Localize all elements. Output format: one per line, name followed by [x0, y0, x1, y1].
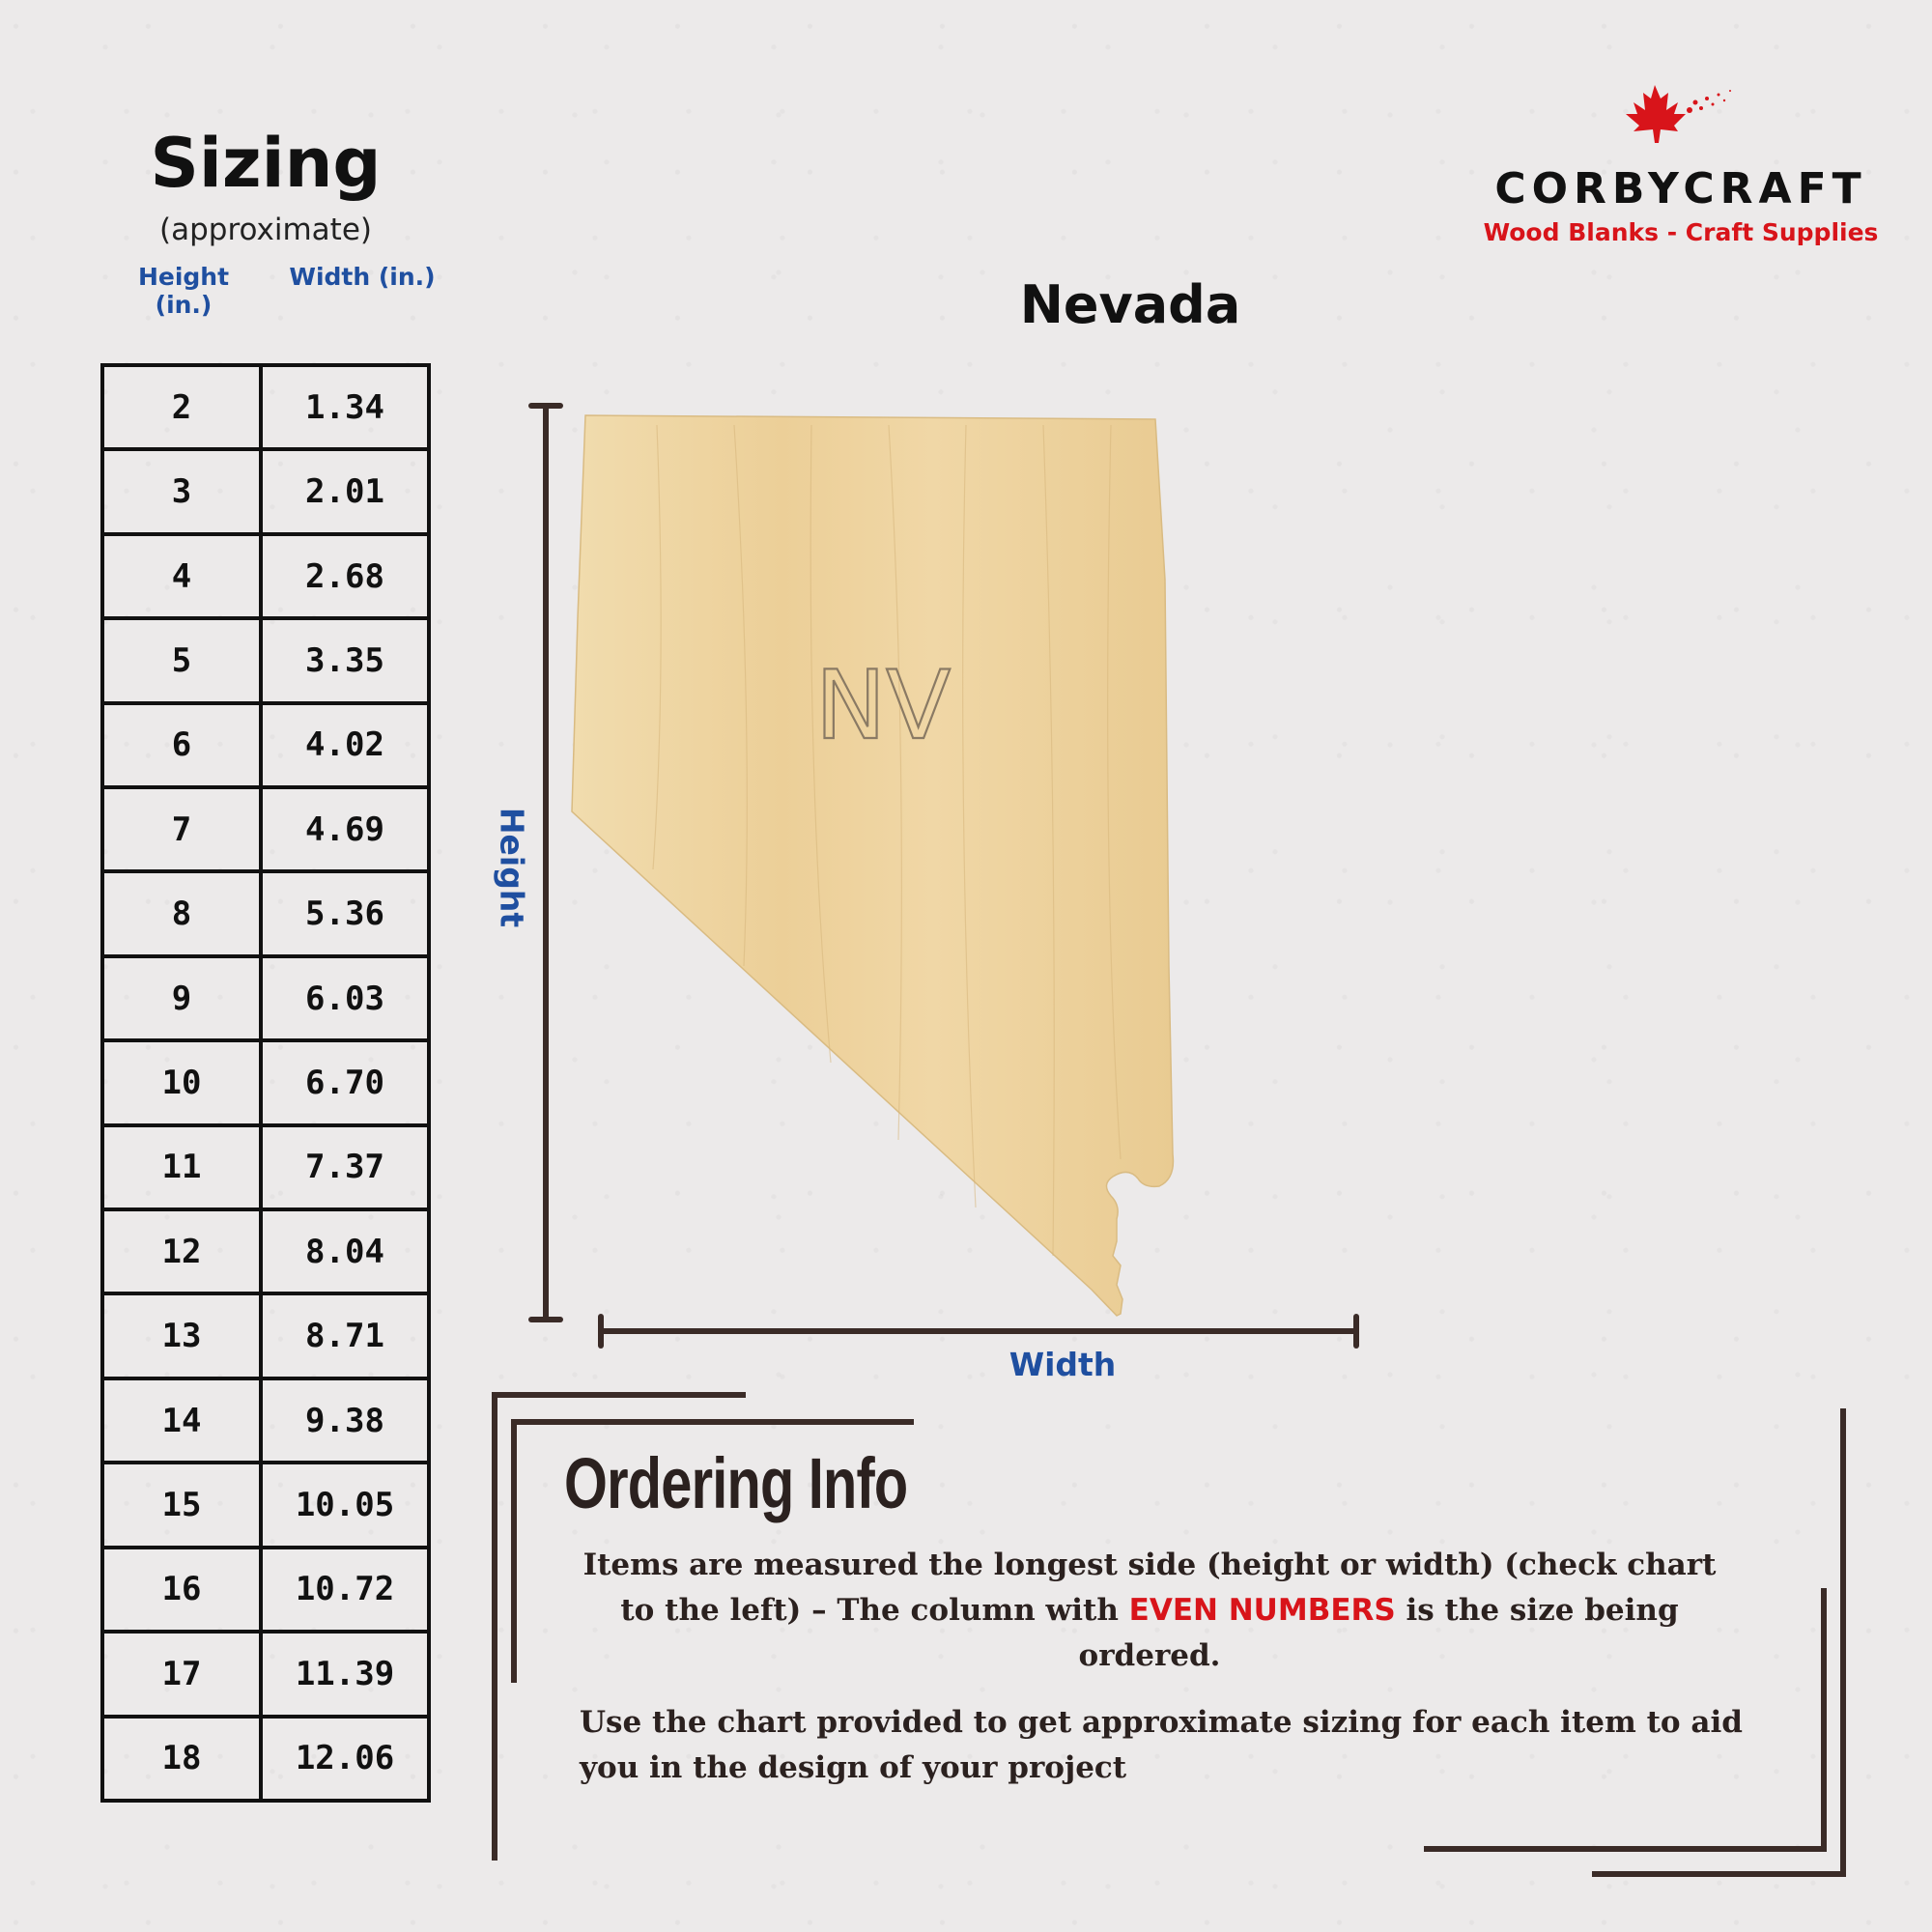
width-cell: 12.06	[261, 1717, 429, 1802]
width-cell: 2.68	[261, 534, 429, 618]
column-header-height: Height (in.)	[137, 263, 230, 319]
height-cell: 15	[102, 1463, 261, 1547]
height-cell: 11	[102, 1125, 261, 1209]
sizing-subtitle: (approximate)	[159, 213, 372, 247]
width-cell: 11.39	[261, 1632, 429, 1716]
width-cell: 8.71	[261, 1293, 429, 1378]
height-cell: 4	[102, 534, 261, 618]
nevada-wood-shape	[572, 415, 1173, 1316]
even-numbers-highlight: EVEN NUMBERS	[1128, 1593, 1396, 1628]
brand-name: CORBYCRAFT	[1494, 164, 1867, 213]
height-cell: 16	[102, 1548, 261, 1632]
height-cell: 10	[102, 1040, 261, 1124]
height-cell: 14	[102, 1378, 261, 1463]
height-cell: 6	[102, 703, 261, 787]
height-cell: 9	[102, 956, 261, 1040]
width-cell: 9.38	[261, 1378, 429, 1463]
sizing-title: Sizing	[150, 124, 382, 203]
ordering-info-p1-start: Items are measured the longest side (height or width) (check chart to the left) – The column with	[582, 1548, 1717, 1628]
height-cell: 2	[102, 365, 261, 449]
width-cell: 10.72	[261, 1548, 429, 1632]
height-cell: 13	[102, 1293, 261, 1378]
height-cell: 8	[102, 871, 261, 955]
width-cell: 3.35	[261, 618, 429, 702]
width-cell: 6.03	[261, 956, 429, 1040]
width-dimension-line	[601, 1317, 1356, 1346]
width-cell: 4.69	[261, 787, 429, 871]
nv-engraving-text: NV	[814, 651, 952, 761]
product-title: Nevada	[1019, 274, 1241, 335]
height-label-text: Height	[493, 807, 531, 928]
ordering-info-paragraph-1	[570, 1543, 1729, 1679]
width-cell: 7.37	[261, 1125, 429, 1209]
width-cell: 4.02	[261, 703, 429, 787]
ordering-info-p1-end: is the size being ordered.	[1078, 1593, 1679, 1673]
width-cell: 5.36	[261, 871, 429, 955]
height-cell: 3	[102, 449, 261, 533]
width-cell: 10.05	[261, 1463, 429, 1547]
height-cell: 5	[102, 618, 261, 702]
width-cell: 2.01	[261, 449, 429, 533]
width-cell: 6.70	[261, 1040, 429, 1124]
height-cell: 17	[102, 1632, 261, 1716]
width-label: Width	[1009, 1346, 1117, 1383]
ordering-info-paragraph-2: Use the chart provided to get approximate sizing for each item to aid you in the design of your project	[580, 1705, 1743, 1785]
width-cell: 1.34	[261, 365, 429, 449]
height-label	[473, 800, 551, 935]
brand-tagline: Wood Blanks - Craft Supplies	[1483, 218, 1879, 246]
column-header-width: Width (in.)	[289, 263, 436, 291]
height-cell: 18	[102, 1717, 261, 1802]
height-cell: 12	[102, 1209, 261, 1293]
width-cell: 8.04	[261, 1209, 429, 1293]
height-cell: 7	[102, 787, 261, 871]
ordering-info-title: Ordering Info	[564, 1443, 908, 1523]
